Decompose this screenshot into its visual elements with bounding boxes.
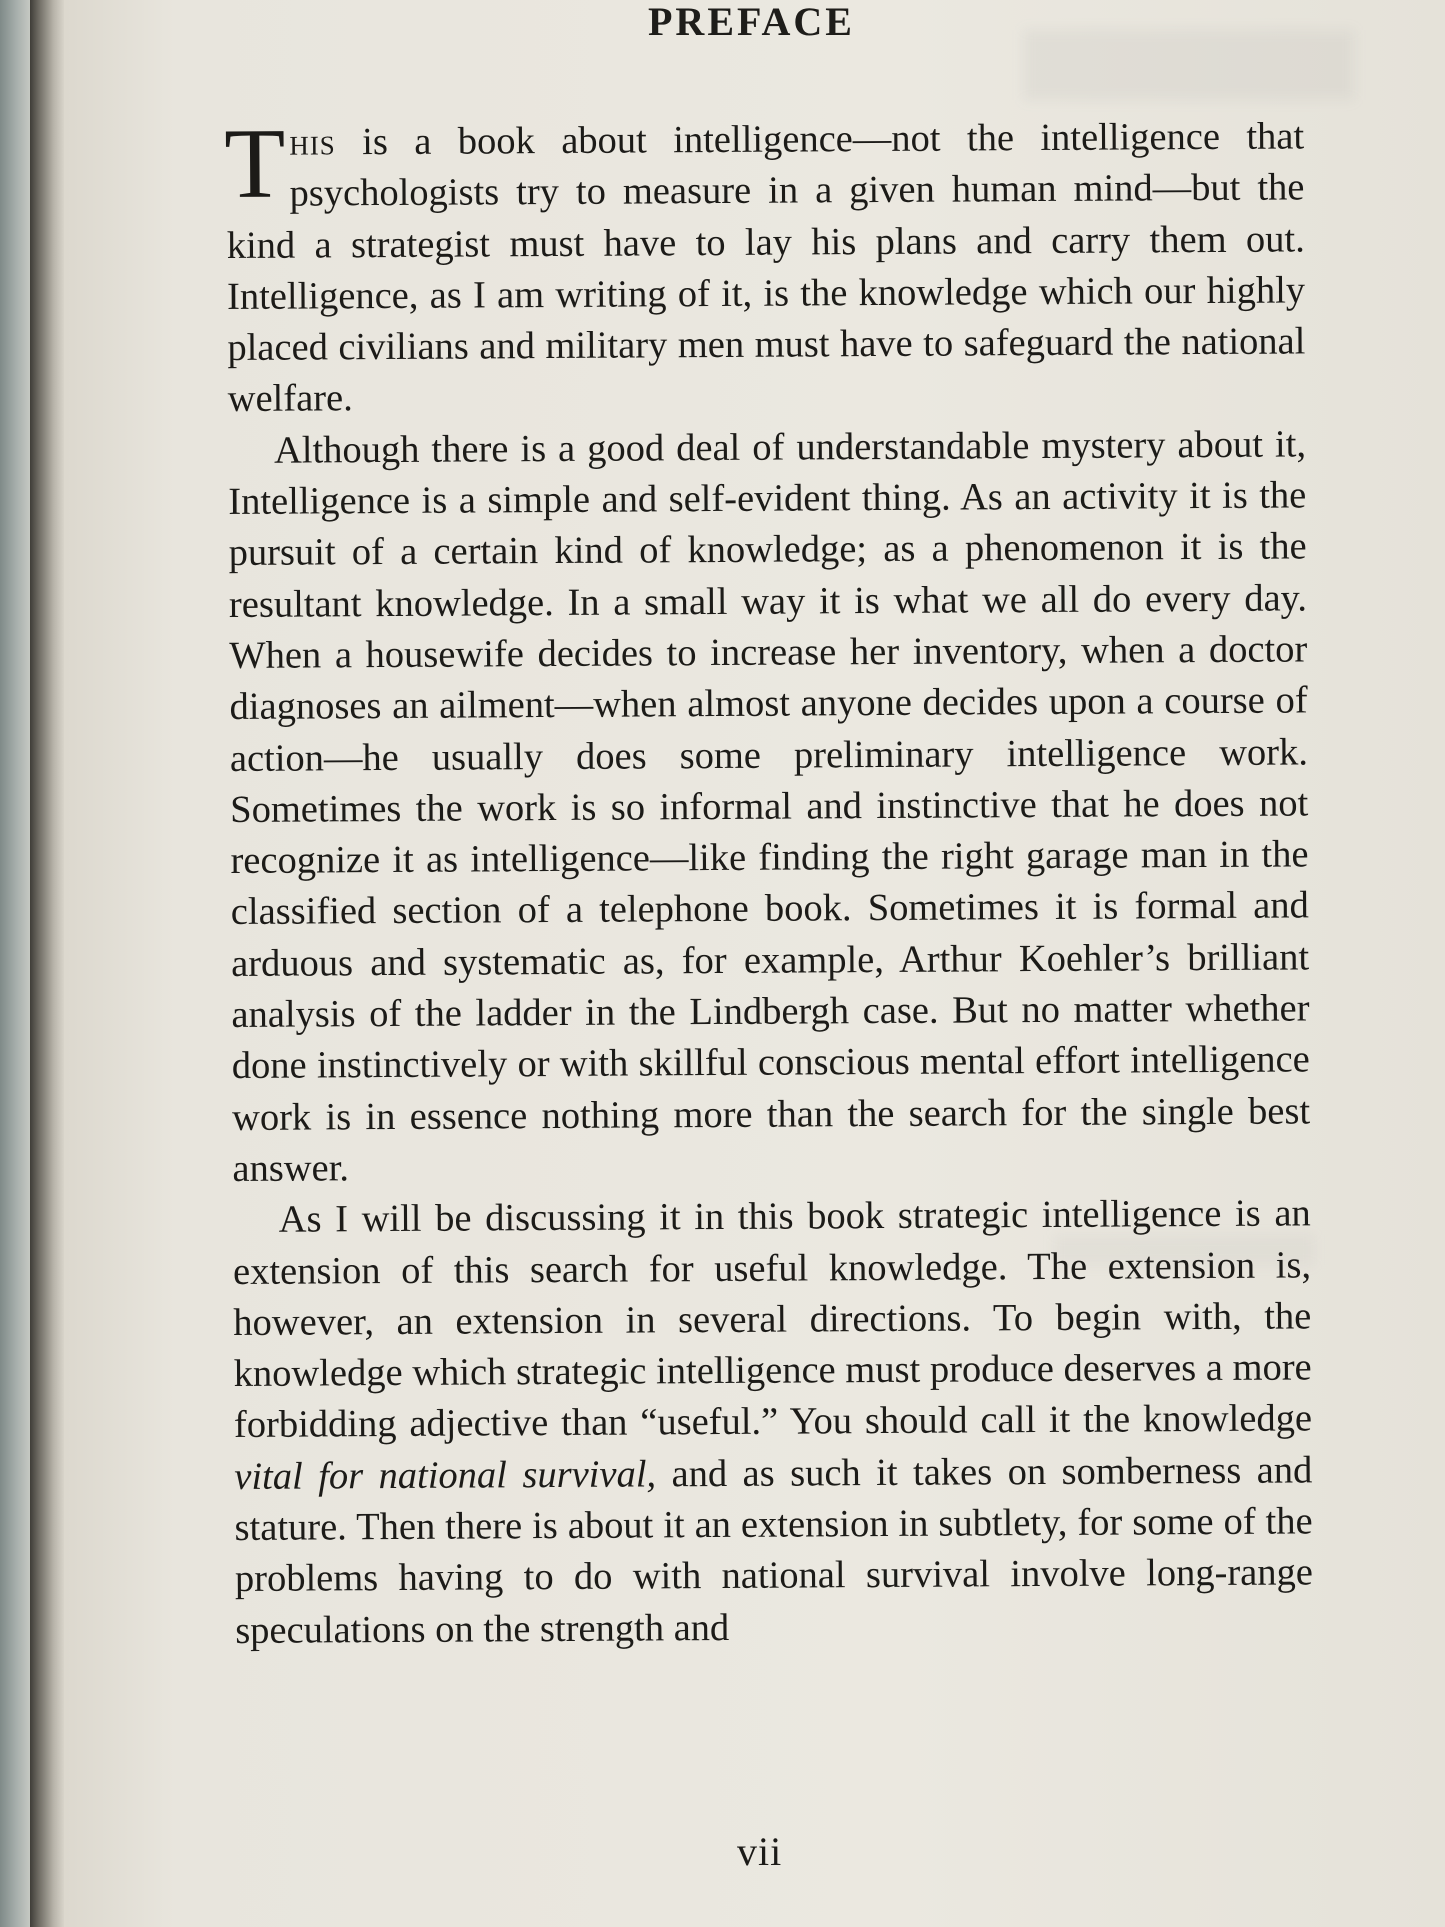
small-caps-lead: his [289,121,336,164]
paragraph-2: Although there is a good deal of understandable mystery about it, Intelligence is a simple and self-evident thing. As an activity it is the pursuit of a certain kind of knowledge; as a phenomenon it is the resultant knowledge. In a small way it is what we all do every day. When a housewife decides to increase her inventory, when a doctor diagnoses an ailment—when almost anyone decides upon a course of action—he usually does some preliminary intelligence work. Sometimes the work is so informal and instinctive that he does not recognize it as intelligence—like finding the right garage man in the classified section of a telephone book. Sometimes it is formal and arduous and systematic as, for example, Arthur Koehler’s brilliant analysis of the ladder in the Lindbergh case. But no matter whether done instinctively or with skillful conscious mental effort intelligence work is in essence nothing more than the search for the single best answer. [228,423,1311,1190]
paragraph-3-italic: vital for national survival, [234,1453,657,1498]
paragraph-3-text-b: and as such it takes on somberness and stature. Then there is about it an extension in subtlety, for some of the problems having to do with national survival involve long-range speculations on the strength and [234,1449,1314,1652]
book-edge [0,0,30,1927]
paragraph-1-text: is a book about intelligence—not the intelligence that psychologists try to measure in a given human mind—but the kind a strategist must have to lay his plans and carry them out. Intelligence, as I am writing of it, is the knowledge which our highly placed civilians and military men must have to safeguard the national welfare. [226,115,1306,421]
page-number: vii [737,1829,783,1874]
body-text [223,107,1314,1656]
drop-cap: T [223,107,286,220]
paragraph-1 [223,107,1306,425]
show-through-shadow [1024,30,1354,100]
book-gutter [30,0,64,1927]
page-heading: PREFACE [648,0,855,44]
paragraph-3-text-a: As I will be discussing it in this book strategic intelligence is an extension of this search for useful knowledge. The extension is, however, an extension in several directions. To begin with, the knowledge which strategic intelligence must produce deserves a more forbidding adjective than “useful.” You should call it the knowledge [232,1192,1313,1447]
paragraph-3 [233,1189,1314,1657]
